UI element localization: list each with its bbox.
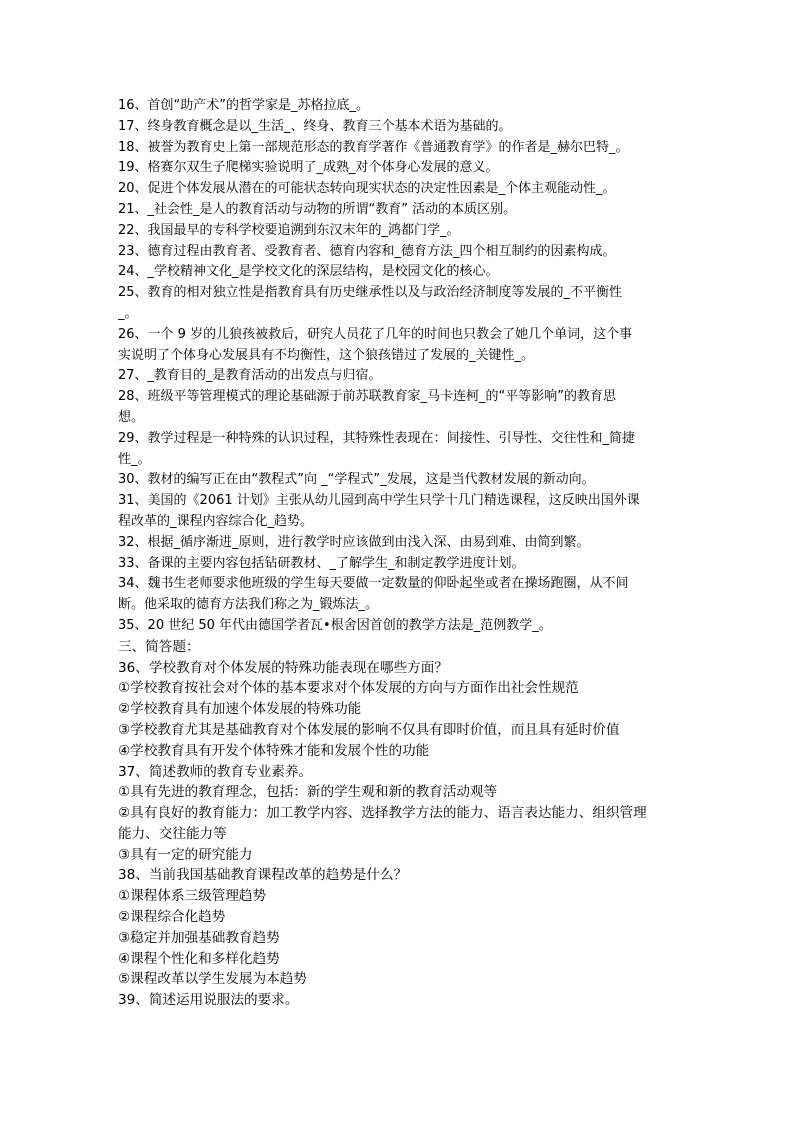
- text-line-q32: 32、根据_循序渐进_原则，进行教学时应该做到由浅入深、由易到难、由简到繁。: [118, 534, 590, 550]
- text-line-q16: 16、首创“助产术”的哲学家是_苏格拉底_。: [118, 98, 370, 113]
- text-line-q28: 28、班级平等管理模式的理论基础源于前苏联教育家_马卡连柯_的“平等影响”的教育思: [118, 389, 617, 405]
- text-line-q17: 17、终身教育概念是以_生活_、终身、教育三个基本术语为基础的。: [118, 118, 512, 134]
- text-line-q24: 24、_学校精神文化_是学校文化的深层结构，是校园文化的核心。: [118, 264, 499, 280]
- text-line-q31: 31、美国的《2061 计划》主张从幼儿园到高中学生只学十几门精选课程，这反映出国外课: [118, 493, 640, 509]
- text-line-q36-a3: ③学校教育尤其是基础教育对个体发展的影响不仅具有即时价值，而且具有延时价值: [118, 721, 620, 738]
- text-line-q18: 18、被誉为教育史上第一部规范形态的教育学著作《普通教育学》的作者是_赫尔巴特_。: [118, 139, 629, 155]
- text-line-q35: 35、20 世纪 50 年代由德国学者瓦•根舍因首创的教学方法是_范例教学_。: [118, 617, 552, 633]
- text-line-q37-a3: ③具有一定的研究能力: [118, 846, 253, 863]
- text-line-q34: 34、魏书生老师要求他班级的学生每天要做一定数量的仰卧起坐或者在操场跑圈，从不间: [118, 576, 629, 592]
- text-line-q23: 23、德育过程由教育者、受教育者、德育内容和_德育方法_四个相互制约的因素构成。: [118, 243, 616, 259]
- document-page: [118, 96, 684, 1011]
- text-line-q25: 25、教育的相对独立性是指教育具有历史继承性以及与政治经济制度等发展的_不平衡性: [118, 285, 623, 301]
- text-line-q38-a1: ①课程体系三级管理趋势: [118, 888, 267, 905]
- text-line-q37-a2: ②具有良好的教育能力：加工教学内容、选择教学方法的能力、语言表达能力、组织管理: [118, 805, 647, 822]
- text-line-q26: 26、一个 9 岁的儿狼孩被救后，研究人员花了几年的时间也只教会了她几个单词，这个事: [118, 326, 633, 342]
- text-line-q29-cont: 性_。: [118, 451, 151, 467]
- text-line-q21: 21、_社会性_是人的教育活动与动物的所谓“教育” 活动的本质区别。: [118, 201, 517, 217]
- section-heading: 三、简答题：: [118, 638, 200, 655]
- text-line-q37-a2-cont: 能力、交往能力等: [118, 825, 227, 842]
- text-line-q31-cont: 程改革的_课程内容综合化_趋势。: [118, 513, 314, 529]
- text-line-q20: 20、促进个体发展从潜在的可能状态转向现实状态的决定性因素是_个体主观能动性_。: [118, 181, 616, 197]
- text-line-q34-cont: 断。他采取的德育方法我们称之为_锻炼法_。: [118, 597, 379, 613]
- text-line-q39: 39、简述运用说服法的要求。: [118, 992, 299, 1009]
- text-line-q37: 37、简述教师的教育专业素养。: [118, 763, 313, 780]
- text-line-q36: 36、学校教育对个体发展的特殊功能表现在哪些方面？: [118, 659, 448, 676]
- text-line-q25-cont: _。: [118, 305, 138, 321]
- text-line-q38-a5: ⑤课程改革以学生发展为本趋势: [118, 971, 307, 988]
- text-line-q37-a1: ①具有先进的教育理念，包括：新的学生观和新的教育活动观等: [118, 784, 498, 801]
- text-line-q27: 27、_教育目的_是教育活动的出发点与归宿。: [118, 368, 382, 384]
- text-line-q33: 33、备课的主要内容包括钻研教材、_了解学生_和制定教学进度计划。: [118, 555, 525, 571]
- text-line-q36-a1: ①学校教育按社会对个体的基本要求对个体发展的方向与方面作出社会性规范: [118, 680, 579, 697]
- text-line-q19: 19、格赛尔双生子爬梯实验说明了_成熟_对个体身心发展的意义。: [118, 160, 499, 176]
- text-line-q28-cont: 想。: [118, 409, 145, 425]
- text-line-q30: 30、教材的编写正在由“教程式”向 _“学程式”_发展，这是当代教材发展的新动向。: [118, 472, 595, 488]
- text-line-q38: 38、当前我国基础教育课程改革的趋势是什么？: [118, 867, 408, 884]
- text-line-q38-a3: ③稳定并加强基础教育趋势: [118, 929, 280, 946]
- text-line-q38-a2: ②课程综合化趋势: [118, 909, 226, 926]
- text-line-q36-a4: ④学校教育具有开发个体特殊才能和发展个性的功能: [118, 742, 430, 759]
- text-line-q22: 22、我国最早的专科学校要追溯到东汉末年的_鸿都门学_。: [118, 222, 460, 238]
- text-line-q26-cont: 实说明了个体身心发展具有不均衡性，这个狼孩错过了发展的_关键性_。: [118, 347, 535, 363]
- text-line-q36-a2: ②学校教育具有加速个体发展的特殊功能: [118, 701, 362, 718]
- text-line-q38-a4: ④课程个性化和多样化趋势: [118, 950, 280, 967]
- text-line-q29: 29、教学过程是一种特殊的认识过程，其特殊性表现在：间接性、引导性、交往性和_简捷: [118, 430, 636, 446]
